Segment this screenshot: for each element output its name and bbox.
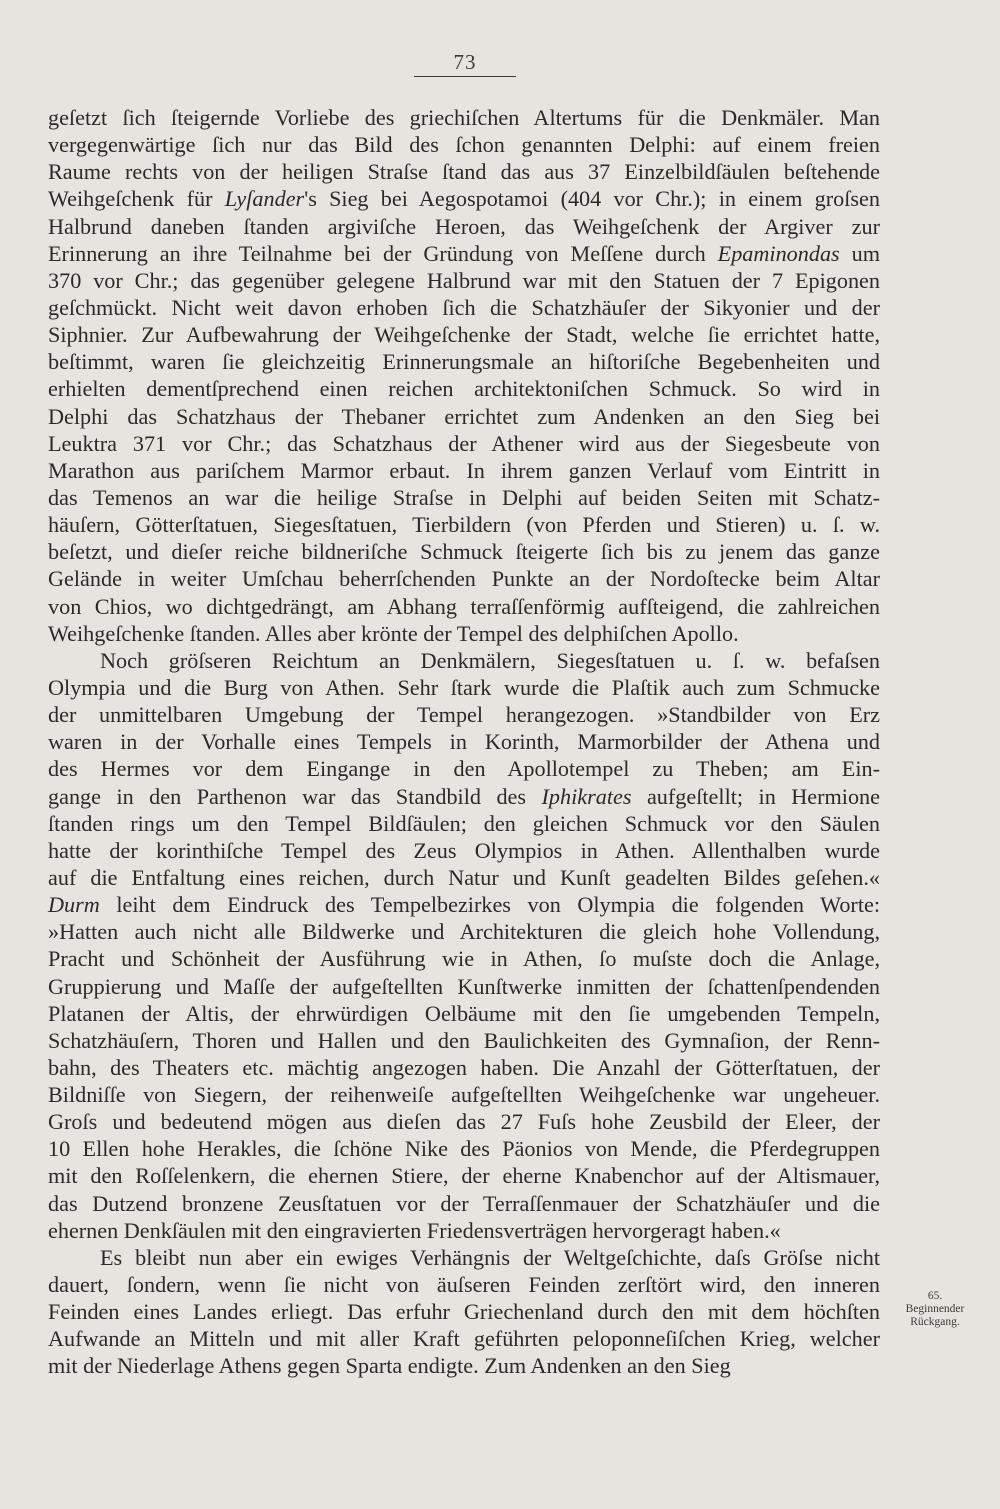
text-line: mit der Niederlage Athens gegen Sparta endigte. Zum Andenken an den Sieg [48,1353,731,1379]
body-text [48,104,880,1380]
text-line: 370 vor Chr.; das gegenüber gelegene Halbrund war mit den Statuen der 7 Epigonen [48,267,880,293]
text-line: »Hatten auch nicht alle Bildwerke und Architekturen die gleich hohe Vollendung, [48,919,880,945]
text-line: ehernen Denkſäulen mit den eingravierten Friedensverträgen hervorgeragt haben.« [48,1217,781,1243]
text-line: Gruppierung und Maſſe der aufgeſtellten Kunſtwerke inmitten der ſchattenſpendenden [48,973,880,999]
text-line: Bildniſſe von Siegern, der reihenweiſe aufgeſtellten Weihgeſchenke war ungeheuer. [48,1082,880,1108]
text-line: ſtanden rings um den Tempel Bildſäulen; den gleichen Schmuck vor den Säulen [48,810,880,836]
margin-note [890,1290,980,1329]
text-line: Siphnier. Zur Aufbewahrung der Weihgeſchenke der Stadt, welche ſie errichtet hatte, [48,322,880,348]
text-line: häuſern, Götterſtatuen, Siegesſtatuen, Tierbildern (von Pferden und Stieren) u. ſ. w. [48,512,880,538]
text-line: Delphi das Schatzhaus der Thebaner errichtet zum Andenken an den Sieg bei [48,403,880,429]
text-line: Gelände in weiter Umſchau beherrſchenden Punkte an der Nordoſtecke beim Altar [48,566,880,592]
page-number: 73 [414,50,516,77]
text-line: erhielten dementſprechend einen reichen architektoniſchen Schmuck. So wird in [48,376,880,402]
text-line: Platanen der Altis, der ehrwürdigen Oelbäume mit den ſie umgebenden Tempeln, [48,1000,880,1026]
text-line: geſetzt ſich ſteigernde Vorliebe des griechiſchen Altertums für die Denkmäler. Man [48,105,880,130]
text-line: das Dutzend bronzene Zeusſtatuen vor der Terraſſenmauer der Schatzhäuſer und die [48,1190,880,1216]
text-line: Marathon aus pariſchem Marmor erbaut. In ihrem ganzen Verlauf vom Eintritt in [48,457,880,483]
text-line: waren in der Vorhalle eines Tempels in Korinth, Marmorbilder der Athena und [48,729,880,755]
text-line: das Temenos an war die heilige Straſse in Delphi auf beiden Seiten mit Schatz- [48,484,880,510]
text-line: der unmittelbaren Umgebung der Tempel herangezogen. »Standbilder von Erz [48,702,880,728]
text-line: beſtimmt, waren ſie gleichzeitig Erinnerungsmale an hiſtoriſche Begebenheiten und [48,349,880,375]
text-line: Olympia und die Burg von Athen. Sehr ſtark wurde die Plaſtik auch zum Schmucke [48,674,880,700]
text-line: Durm leiht dem Eindruck des Tempelbezirkes von Olympia die folgenden Worte: [48,892,880,918]
margin-note-number: 65. [927,1290,943,1302]
text-line: Schatzhäuſern, Thoren und Hallen und den Baulichkeiten des Gymnaſion, der Renn- [48,1027,880,1053]
text-line: Weihgeſchenk für Lyſander's Sieg bei Aegospotamoi (404 vor Chr.); in einem groſsen [48,186,880,212]
text-line: des Hermes vor dem Eingange in den Apollotempel zu Theben; am Ein- [48,756,880,782]
text-line: Noch gröſseren Reichtum an Denkmälern, Siegesſtatuen u. ſ. w. befaſsen [100,647,880,673]
text-line: Raume rechts von der heiligen Straſse ſtand das aus 37 Einzelbildſäulen beſtehende [48,159,880,185]
text-line: Groſs und bedeutend mögen aus dieſen das 27 Fuſs hohe Zeusbild der Eleer, der [48,1109,880,1135]
text-line: hatte der korinthiſche Tempel des Zeus Olympios in Athen. Allenthalben wurde [48,837,880,863]
text-line: gange in den Parthenon war das Standbild des Iphikrates aufgeſtellt; in Hermione [48,783,880,809]
text-line: geſchmückt. Nicht weit davon erhoben ſich die Schatzhäuſer der Sikyonier und der [48,294,880,320]
text-line: Leuktra 371 vor Chr.; das Schatzhaus der Athener wird aus der Siegesbeute von [48,430,880,456]
text-line: Feinden eines Landes erliegt. Das erfuhr Griechenland durch den mit dem höchſten [48,1299,880,1325]
text-line: vergegenwärtige ſich nur das Bild des ſchon genannten Delphi: auf einem freien [48,132,880,158]
text-line: mit den Roſſelenkern, die ehernen Stiere, der eherne Knabenchor auf der Altismauer, [48,1163,880,1189]
text-line: von Chios, wo dichtgedrängt, am Abhang terraſſenförmig aufſteigend, die zahlreichen [48,593,880,619]
text-line: bahn, des Theaters etc. mächtig angezogen haben. Die Anzahl der Götterſtatuen, der [48,1054,880,1080]
text-line: Es bleibt nun aber ein ewiges Verhängnis der Weltgeſchichte, daſs Gröſse nicht [100,1244,880,1270]
margin-note-line: Rückgang. [910,1316,960,1328]
text-line: auf die Entfaltung eines reichen, durch Natur und Kunſt geadelten Bildes geſehen.« [48,864,880,890]
text-line: Pracht und Schönheit der Ausführung wie in Athen, ſo muſste doch die Anlage, [48,946,880,972]
text-line: dauert, ſondern, wenn ſie nicht von äuſseren Feinden zerſtört wird, den inneren [48,1272,880,1298]
text-line: Aufwande an Mitteln und mit aller Kraft geführten peloponneſiſchen Krieg, welcher [48,1326,880,1352]
text-line: Erinnerung an ihre Teilnahme bei der Gründung von Meſſene durch Epaminondas um [48,240,880,266]
text-line: beſetzt, und dieſer reiche bildneriſche Schmuck ſteigerte ſich bis zu jenem das ganze [48,539,880,565]
margin-note-line: Beginnender [905,1303,965,1315]
text-line: Weihgeſchenke ſtanden. Alles aber krönte der Tempel des delphiſchen Apollo. [48,620,739,646]
text-line: Halbrund daneben ſtanden argiviſche Heroen, das Weihgeſchenk der Argiver zur [48,213,880,239]
text-line: 10 Ellen hohe Herakles, die ſchöne Nike des Päonios von Mende, die Pferdegruppen [48,1136,880,1162]
